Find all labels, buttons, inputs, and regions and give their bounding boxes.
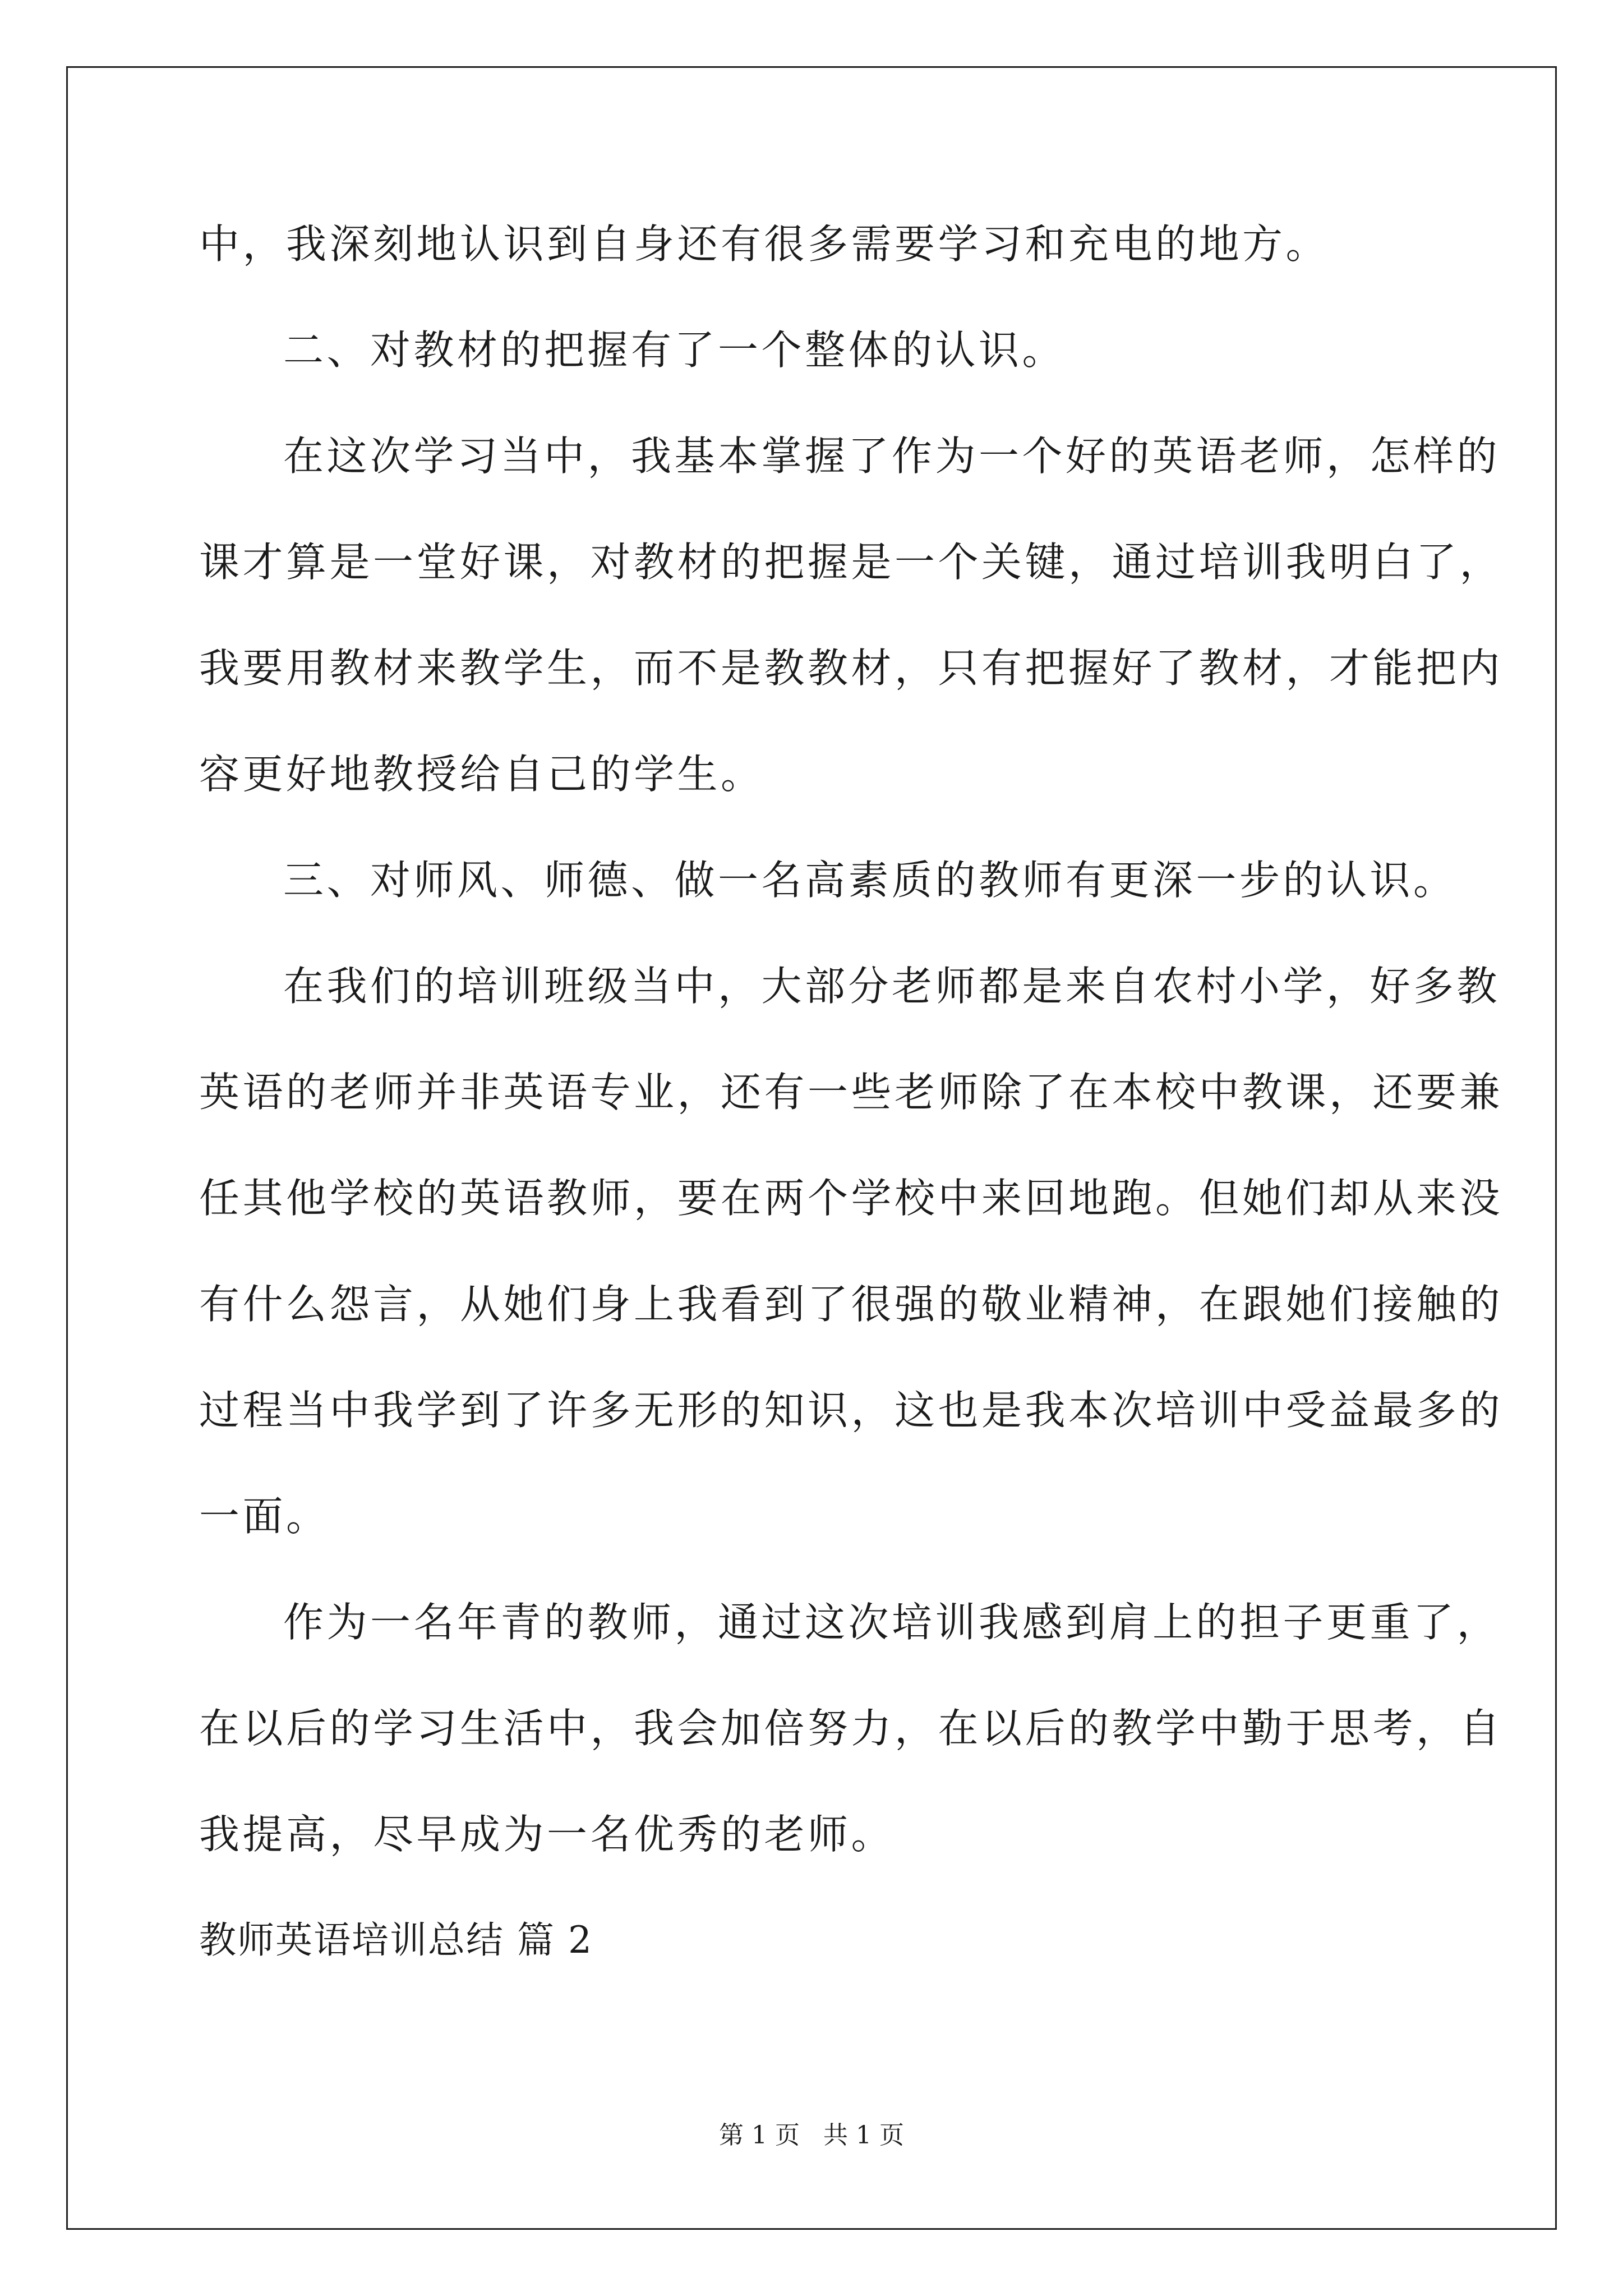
page-footer: 第 1 页 共 1 页 <box>719 2121 904 2150</box>
paragraph-line: 在我们的培训班级当中，大部分老师都是来自农村小学，好多教 <box>283 963 1501 1010</box>
paragraph-line: 我要用教材来教学生，而不是教教材，只有把握好了教材，才能把内 <box>199 645 1504 692</box>
paragraph-line: 容更好地教授给自己的学生。 <box>199 751 764 798</box>
paragraph-heading: 二、对教材的把握有了一个整体的认识。 <box>283 326 1066 374</box>
paragraph-line: 过程当中我学到了许多无形的知识，这也是我本次培训中受益最多的 <box>199 1387 1504 1434</box>
paragraph-line: 作为一名年青的教师，通过这次培训我感到肩上的担子更重了， <box>283 1599 1501 1646</box>
paragraph-line: 课才算是一堂好课，对教材的把握是一个关键，通过培训我明白了， <box>199 539 1504 586</box>
section-title: 教师英语培训总结 篇 2 <box>199 1918 593 1962</box>
paragraph-line: 有什么怨言，从她们身上我看到了很强的敬业精神，在跟她们接触的 <box>199 1281 1504 1328</box>
paragraph-line: 我提高，尽早成为一名优秀的老师。 <box>199 1811 895 1858</box>
paragraph-line: 英语的老师并非英语专业，还有一些老师除了在本校中教课，还要兼 <box>199 1069 1504 1116</box>
paragraph-line: 中，我深刻地认识到自身还有很多需要学习和充电的地方。 <box>199 220 1330 268</box>
paragraph-line: 任其他学校的英语教师，要在两个学校中来回地跑。但她们却从来没 <box>199 1175 1504 1222</box>
paragraph-heading: 三、对师风、师德、做一名高素质的教师有更深一步的认识。 <box>283 857 1457 904</box>
paragraph-line: 在这次学习当中，我基本掌握了作为一个好的英语老师，怎样的 <box>283 432 1501 480</box>
paragraph-line: 一面。 <box>199 1493 330 1540</box>
document-body <box>199 213 1504 2016</box>
paragraph-line: 在以后的学习生活中，我会加倍努力，在以后的教学中勤于思考，自 <box>199 1705 1504 1752</box>
